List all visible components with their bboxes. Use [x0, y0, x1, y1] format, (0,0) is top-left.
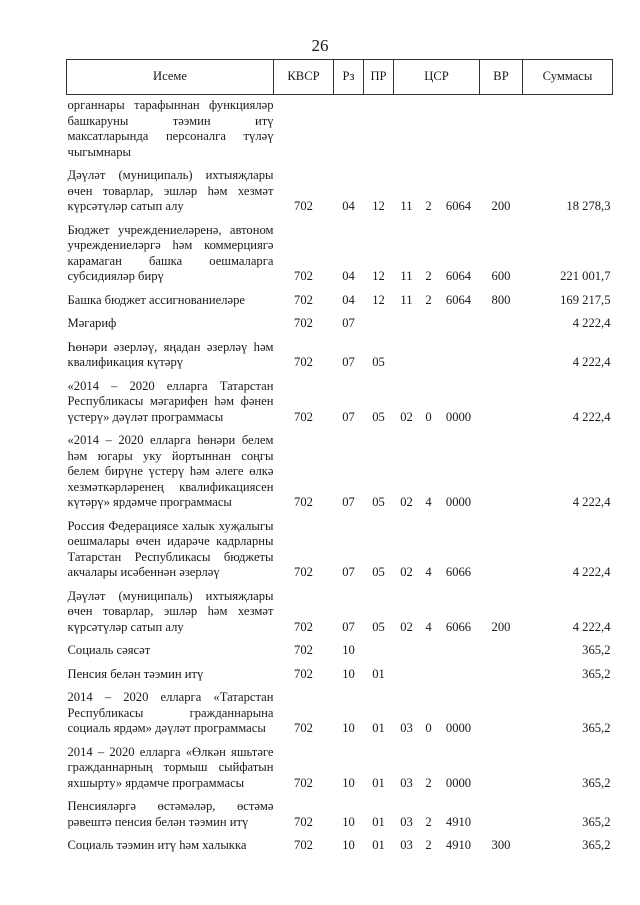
cell-vr — [480, 664, 523, 688]
table-row — [67, 430, 613, 516]
cell-kvsr: 702 — [294, 355, 313, 369]
cell-kvsr: 702 — [294, 775, 313, 790]
cell-kvsr: 702 — [294, 409, 313, 424]
table-row — [67, 337, 613, 376]
cell-pr: 05 — [372, 565, 385, 579]
table-row — [67, 165, 613, 220]
cell-sum: 4 222,4 — [572, 495, 611, 509]
cell-pr — [364, 95, 394, 166]
table-row — [67, 687, 613, 742]
cell-name: Социаль тәэмин итү һәм халыкка — [67, 838, 247, 852]
table-row — [67, 742, 613, 797]
cell-rz: 04 — [342, 269, 355, 283]
cell-csr-2: 2 — [425, 292, 432, 307]
header-csr: ЦСР — [394, 60, 480, 95]
header-name: Исеме — [67, 60, 274, 95]
table-row — [67, 664, 613, 688]
cell-csr-3: 4910 — [445, 838, 472, 852]
cell-name: Пенсияләргә өстәмәләр, өстәмә рәвештә пенсия белән тәэмин итү — [67, 799, 274, 829]
cell-sum: 365,2 — [582, 666, 611, 681]
cell-csr-3: 0000 — [445, 775, 472, 790]
cell-kvsr: 702 — [294, 643, 313, 657]
table-row — [67, 313, 613, 337]
cell-vr — [480, 687, 523, 742]
cell-kvsr: 702 — [294, 269, 313, 283]
cell-name: Башка бюджет ассигнованиеләре — [67, 292, 245, 307]
cell-rz: 07 — [342, 355, 355, 369]
cell-pr: 01 — [372, 838, 385, 852]
cell-pr: 01 — [372, 814, 385, 829]
cell-csr-3 — [438, 664, 480, 688]
cell-rz — [334, 95, 364, 166]
cell-pr — [364, 313, 394, 337]
cell-pr: 05 — [372, 495, 385, 509]
cell-rz: 04 — [342, 199, 355, 213]
cell-csr-3: 6064 — [445, 199, 472, 213]
cell-vr: 200 — [491, 199, 511, 213]
cell-kvsr: 702 — [294, 721, 313, 735]
cell-csr-3: 0000 — [445, 409, 472, 424]
cell-csr-3: 0000 — [445, 495, 472, 509]
cell-sum: 365,2 — [582, 643, 611, 657]
cell-name: 2014 – 2020 елларга «Өлкән яшьтәге гражданнарның тормыш сыйфатын яхшырту» ярдәмче программасы — [67, 744, 274, 790]
cell-rz: 07 — [342, 619, 355, 634]
cell-name: органнары тарафыннан функцияләр башкаруны тәэмин итү максатларында персоналга түләү чыгымнары — [67, 98, 274, 159]
cell-pr: 12 — [372, 292, 385, 307]
cell-rz: 07 — [342, 316, 355, 330]
header-kvsr: КВСР — [274, 60, 334, 95]
cell-csr-1: 11 — [400, 269, 413, 283]
cell-csr-3 — [438, 640, 480, 664]
cell-sum: 4 222,4 — [572, 316, 611, 330]
cell-csr-2 — [420, 640, 438, 664]
cell-csr-1: 11 — [400, 199, 413, 213]
cell-sum: 365,2 — [582, 814, 611, 829]
cell-csr-2: 2 — [425, 838, 432, 852]
cell-name: Мәгариф — [67, 316, 117, 330]
cell-csr-1: 03 — [400, 721, 413, 735]
cell-kvsr: 702 — [294, 619, 313, 634]
cell-kvsr: 702 — [294, 292, 313, 307]
cell-csr-1: 11 — [400, 292, 413, 307]
cell-csr-1: 02 — [400, 495, 413, 509]
cell-vr — [480, 337, 523, 376]
cell-kvsr: 702 — [294, 565, 313, 579]
cell-pr: 12 — [372, 269, 385, 283]
cell-csr-1 — [394, 337, 420, 376]
cell-rz: 07 — [342, 409, 355, 424]
cell-csr-2: 2 — [425, 775, 432, 790]
cell-csr-2 — [420, 95, 438, 166]
table-header-row — [67, 60, 613, 95]
table-row — [67, 376, 613, 431]
cell-csr-1: 03 — [400, 838, 413, 852]
cell-csr-2: 4 — [425, 565, 432, 579]
cell-csr-1: 03 — [400, 775, 413, 790]
cell-name: 2014 – 2020 елларга «Татарстан Республикасы гражданнарына социаль ярдәм» дәүләт программасы — [67, 690, 274, 735]
cell-csr-1: 02 — [400, 409, 413, 424]
header-sum: Суммасы — [523, 60, 613, 95]
cell-sum: 169 217,5 — [560, 292, 611, 307]
cell-vr — [480, 313, 523, 337]
cell-pr: 12 — [372, 199, 385, 213]
cell-sum — [523, 95, 613, 166]
cell-rz: 10 — [342, 721, 355, 735]
cell-pr — [364, 640, 394, 664]
cell-pr: 01 — [372, 666, 385, 681]
cell-vr: 800 — [491, 292, 511, 307]
cell-csr-2: 0 — [425, 409, 432, 424]
cell-csr-3: 6066 — [445, 619, 472, 634]
table-row — [67, 796, 613, 835]
table-row — [67, 835, 613, 859]
cell-rz: 10 — [342, 775, 355, 790]
cell-vr — [480, 95, 523, 166]
cell-rz: 04 — [342, 292, 355, 307]
cell-csr-1 — [394, 313, 420, 337]
header-vr: ВР — [480, 60, 523, 95]
cell-csr-3 — [438, 313, 480, 337]
cell-kvsr: 702 — [294, 495, 313, 509]
table-body — [67, 95, 613, 859]
cell-rz: 10 — [342, 838, 355, 852]
cell-vr: 600 — [491, 269, 511, 283]
cell-csr-3: 6064 — [445, 292, 472, 307]
cell-vr — [480, 796, 523, 835]
cell-csr-2 — [420, 313, 438, 337]
header-rz: Рз — [334, 60, 364, 95]
cell-csr-3 — [438, 95, 480, 166]
cell-csr-3: 4910 — [445, 814, 472, 829]
cell-csr-2: 4 — [425, 495, 432, 509]
cell-csr-2: 2 — [425, 269, 432, 283]
cell-name: Россия Федерациясе халык хуҗалыгы оешмалары өчен идарәче кадрларны Татарстан Республикасы бюджеты акчалары исәбеннән әзерләү — [67, 518, 274, 579]
cell-csr-1: 02 — [400, 565, 413, 579]
cell-name: Бюджет учреждениеләренә, автоном учреждениеләргә һәм коммерциягә карамаган башка оешмаларга субсидияләр бирү — [67, 222, 274, 283]
cell-rz: 10 — [342, 643, 355, 657]
cell-sum: 4 222,4 — [572, 409, 611, 424]
budget-table — [66, 59, 613, 859]
cell-vr — [480, 742, 523, 797]
cell-csr-1 — [394, 95, 420, 166]
cell-sum: 4 222,4 — [572, 355, 611, 369]
cell-kvsr: 702 — [294, 666, 313, 681]
cell-rz: 07 — [342, 495, 355, 509]
cell-name: Һөнәри әзерләү, яңадан әзерләү һәм квалификация күтәрү — [67, 339, 274, 369]
cell-rz: 10 — [342, 666, 355, 681]
cell-vr — [480, 376, 523, 431]
table-row — [67, 95, 613, 166]
cell-vr — [480, 640, 523, 664]
cell-pr: 05 — [372, 409, 385, 424]
cell-vr — [480, 430, 523, 516]
table-row — [67, 640, 613, 664]
cell-rz: 10 — [342, 814, 355, 829]
cell-csr-3: 6066 — [445, 565, 472, 579]
cell-sum: 365,2 — [582, 838, 611, 852]
cell-kvsr: 702 — [294, 316, 313, 330]
cell-pr: 01 — [372, 775, 385, 790]
cell-vr: 200 — [491, 619, 511, 634]
cell-sum: 4 222,4 — [572, 565, 611, 579]
cell-rz: 07 — [342, 565, 355, 579]
cell-csr-1 — [394, 664, 420, 688]
cell-csr-1: 03 — [400, 814, 413, 829]
cell-csr-2 — [420, 337, 438, 376]
cell-name: Дәүләт (муниципаль) ихтыяҗлары өчен товарлар, эшләр һәм хезмәт күрсәтүләр сатып алу — [67, 588, 274, 634]
cell-csr-1: 02 — [400, 619, 413, 634]
table-row — [67, 586, 613, 641]
cell-sum: 18 278,3 — [566, 199, 611, 213]
cell-csr-3 — [438, 337, 480, 376]
cell-name: Социаль сәясәт — [67, 643, 151, 657]
cell-kvsr: 702 — [294, 814, 313, 829]
cell-csr-1 — [394, 640, 420, 664]
cell-sum: 221 001,7 — [560, 269, 611, 283]
cell-csr-2: 2 — [425, 199, 432, 213]
cell-csr-3: 6064 — [445, 269, 472, 283]
cell-vr: 300 — [491, 838, 511, 852]
page-number: 26 — [311, 36, 329, 55]
cell-csr-3: 0000 — [445, 721, 472, 735]
table-row — [67, 220, 613, 290]
table-row — [67, 516, 613, 586]
cell-sum: 365,2 — [582, 775, 611, 790]
cell-csr-2: 4 — [425, 619, 432, 634]
cell-csr-2 — [420, 664, 438, 688]
cell-csr-2: 0 — [425, 721, 432, 735]
cell-pr: 01 — [372, 721, 385, 735]
cell-csr-2: 2 — [425, 814, 432, 829]
cell-vr — [480, 516, 523, 586]
cell-name: Пенсия белән тәэмин итү — [67, 666, 204, 681]
cell-name: Дәүләт (муниципаль) ихтыяҗлары өчен товарлар, эшләр һәм хезмәт күрсәтүләр сатып алу — [67, 168, 274, 213]
header-pr: ПР — [364, 60, 394, 95]
table-row — [67, 290, 613, 314]
cell-pr: 05 — [372, 619, 385, 634]
cell-name: «2014 – 2020 елларга һөнәри белем һәм югары уку йортыннан соңгы белем бирүне үстерү һәм әлеге өлкә хезмәткәрләренең квалификациясен күтәрү» ярдәмче программасы — [67, 433, 274, 509]
cell-sum: 365,2 — [582, 721, 611, 735]
cell-kvsr: 702 — [294, 199, 313, 213]
cell-sum: 4 222,4 — [572, 619, 611, 634]
cell-pr: 05 — [372, 355, 385, 369]
cell-kvsr: 702 — [294, 838, 313, 852]
cell-name: «2014 – 2020 елларга Татарстан Республикасы мәгарифен һәм фәнен үстерү» дәүләт программасы — [67, 378, 274, 424]
cell-kvsr — [274, 95, 334, 166]
